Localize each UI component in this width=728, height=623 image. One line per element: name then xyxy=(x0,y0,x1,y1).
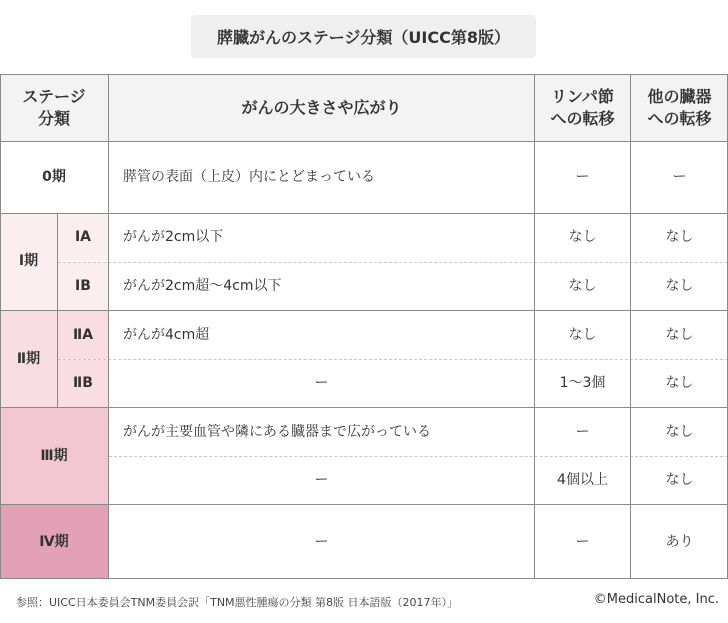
header-lymph: リンパ節 への転移 xyxy=(535,74,630,141)
row-divider xyxy=(0,504,728,505)
page-title: 膵臓がんのステージ分類（UICC第8版） xyxy=(191,15,536,58)
row-divider xyxy=(0,310,728,311)
stage-3-organ-1: なし xyxy=(665,423,694,440)
table-border-bottom xyxy=(0,578,728,579)
col-divider xyxy=(534,74,535,579)
table-border-top xyxy=(0,74,728,75)
stage-0-organ: ー xyxy=(672,168,687,185)
stage-0-size: 膵管の表面（上皮）内にとどまっている xyxy=(123,168,375,185)
stage-3-label: Ⅲ期 xyxy=(0,408,108,504)
stage-1b-organ: なし xyxy=(665,277,694,294)
stage-4-size: ー xyxy=(314,533,329,550)
copyright-text: ©MedicalNote, Inc. xyxy=(593,592,719,607)
col-divider xyxy=(57,213,58,407)
stage-1b-label: ⅠB xyxy=(58,262,108,310)
stage-1a-lymph: なし xyxy=(568,229,597,246)
stage-2b-size: ー xyxy=(314,375,329,392)
col-divider xyxy=(108,74,109,579)
stage-2b-organ: なし xyxy=(665,375,694,392)
stage-3-size-1: がんが主要血管や隣にある臓器まで広がっている xyxy=(123,423,431,440)
row-divider xyxy=(0,407,728,408)
stage-2a-lymph: なし xyxy=(568,326,597,343)
stage-1-label: Ⅰ期 xyxy=(0,213,57,310)
stage-4-organ: あり xyxy=(665,533,694,550)
stage-2a-label: ⅡA xyxy=(58,311,108,359)
stage-table xyxy=(0,74,728,579)
row-divider xyxy=(0,213,728,214)
reference-note: 参照：UICC日本委員会TNM委員会訳「TNM悪性腫瘍の分類 第8版 日本語版（2017年）」 xyxy=(16,596,459,609)
stage-3-size-2: ー xyxy=(314,472,329,489)
stage-1b-size: がんが2cm超〜4cm以下 xyxy=(123,277,282,294)
stage-4-label: Ⅳ期 xyxy=(0,505,108,579)
stage-2a-size: がんが4cm超 xyxy=(123,326,210,343)
header-organ: 他の臓器 への転移 xyxy=(631,74,728,141)
stage-1a-size: がんが2cm以下 xyxy=(123,229,224,246)
stage-3-lymph-1: ー xyxy=(575,423,590,440)
stage-0-lymph: ー xyxy=(575,168,590,185)
header-size: がんの大きさや広がり xyxy=(109,74,534,141)
stage-3-organ-2: なし xyxy=(665,472,694,489)
stage-1a-label: ⅠA xyxy=(58,213,108,261)
col-divider xyxy=(630,74,631,579)
row-divider xyxy=(0,141,728,142)
sub-row-divider xyxy=(109,456,728,457)
stage-1a-organ: なし xyxy=(665,229,694,246)
sub-row-divider xyxy=(58,359,728,360)
stage-3-lymph-2: 4個以上 xyxy=(557,472,608,489)
table-border-left xyxy=(0,74,1,579)
stage-2-label: Ⅱ期 xyxy=(0,311,57,407)
stage-4-lymph: ー xyxy=(575,533,590,550)
header-stage: ステージ 分類 xyxy=(0,74,108,141)
stage-2a-organ: なし xyxy=(665,326,694,343)
stage-0-label: 0期 xyxy=(42,168,66,185)
stage-2b-lymph: 1〜3個 xyxy=(559,375,606,392)
stage-1b-lymph: なし xyxy=(568,277,597,294)
sub-row-divider xyxy=(58,262,728,263)
stage-2b-label: ⅡB xyxy=(58,360,108,407)
